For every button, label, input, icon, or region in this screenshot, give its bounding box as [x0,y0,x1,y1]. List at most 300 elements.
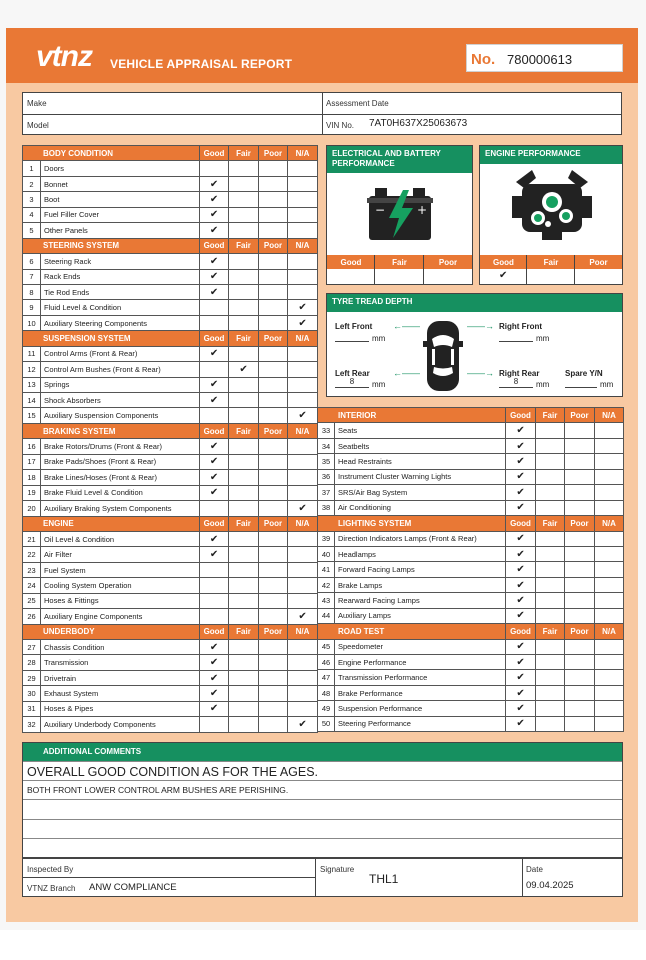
rating-cell-na [288,192,318,207]
rating-cell-fair [229,593,259,608]
date-value: 09.04.2025 [526,880,574,891]
item-number: 34 [318,438,335,453]
item-label: Chassis Condition [41,640,200,655]
rating-cell-na [288,531,318,546]
column-header: Good [506,408,536,423]
engine-panel-title: ENGINE PERFORMANCE [480,146,622,164]
tick-mark: ✔ [516,687,525,699]
item-number: 35 [318,454,335,469]
engine-rating-header [480,255,622,269]
item-label: Brake Performance [335,685,506,700]
column-header: Good [200,624,229,639]
rating-cell-poor [259,207,288,222]
rating-cell-good [200,315,229,330]
item-number: 18 [23,470,41,485]
rating-cell-poor [565,423,595,438]
item-number: 41 [318,562,335,577]
tick-mark: ✔ [516,672,525,684]
column-header: Fair [536,624,565,639]
item-label: Suspension Performance [335,701,506,716]
tick-mark: ✔ [516,486,525,498]
tick-mark: ✔ [516,425,525,437]
branch-label: VTNZ Branch [27,884,76,893]
item-label: Seatbelts [335,438,506,453]
left-checklist [22,145,318,733]
rating-cell-fair [536,531,565,546]
column-header: Good [506,624,536,639]
rating-cell-fair [536,639,565,654]
checklist-row [23,531,318,546]
checklist-row [23,284,318,299]
section-title: UNDERBODY [23,624,200,639]
tick-mark: ✔ [209,657,219,669]
rating-cell-fair [536,593,565,608]
rating-cell-good [200,701,229,716]
item-number: 38 [318,500,335,515]
rating-cell-good [506,469,536,484]
rating-cell-fair [229,207,259,222]
rating-cell-na [288,547,318,562]
battery-icon [365,184,435,242]
item-number: 28 [23,655,41,670]
item-label: Fuel Filler Cover [41,207,200,222]
item-label: Rack Ends [41,269,200,284]
svg-text:−: − [375,203,386,217]
rating-cell-fair [229,670,259,685]
column-header: Fair [536,516,565,531]
rating-cell-na [595,485,624,500]
item-label: SRS/Air Bag System [335,485,506,500]
engine-icon [510,168,594,244]
electrical-col-fair: Fair [392,258,407,267]
item-number: 46 [318,655,335,670]
rating-cell-good [200,439,229,454]
item-number: 17 [23,454,41,469]
item-label: Control Arm Bushes (Front & Rear) [41,362,200,377]
section-header [23,146,318,161]
rating-cell-good [200,223,229,238]
rating-cell-fair [536,685,565,700]
tick-mark: ✔ [516,703,525,715]
checklist-row [23,640,318,655]
tick-mark: ✔ [209,255,219,267]
rating-cell-na [595,454,624,469]
item-number: 12 [23,362,41,377]
tick-mark: ✔ [209,178,219,190]
item-label: Air Conditioning [335,500,506,515]
spare-label: Spare Y/N [565,369,603,378]
rating-cell-fair [229,562,259,577]
checklist-row [23,717,318,732]
rating-cell-na [288,701,318,716]
rating-cell-fair [229,284,259,299]
item-label: Steering Rack [41,254,200,269]
right-checklist [317,407,624,732]
checklist-row [23,562,318,577]
rating-cell-fair [229,454,259,469]
section-header [318,408,624,423]
tick-mark: ✔ [209,441,219,453]
rating-cell-na [288,207,318,222]
rating-cell-poor [259,377,288,392]
rating-cell-fair [229,269,259,284]
report-number-label: No. [471,51,496,68]
item-label: Direction Indicators Lamps (Front & Rear) [335,531,506,546]
rating-cell-fair [229,393,259,408]
left-front-arrow: ←—— [393,321,420,331]
rating-cell-poor [565,577,595,592]
rating-cell-poor [259,531,288,546]
checklist-row [23,454,318,469]
rating-cell-na [288,670,318,685]
rating-cell-na [595,562,624,577]
tick-mark: ✔ [298,410,307,422]
rating-cell-poor [565,655,595,670]
checklist-row [23,254,318,269]
checklist-row [23,578,318,593]
checklist-row [318,438,624,453]
tick-mark: ✔ [516,594,525,606]
rating-cell-poor [259,284,288,299]
checklist-row [23,269,318,284]
rating-cell-fair [229,609,259,624]
tyre-tread-panel: TYRE TREAD DEPTH Left Front ←—— mm Right Front ——→ mm Left Rear ←—— 8 mm Right Rear ——→ 8 mm Spare Y/N mm [326,293,623,397]
checklist-row [23,686,318,701]
tick-mark: ✔ [516,641,525,653]
engine-col-good: Good [493,258,514,267]
rating-cell-good [200,670,229,685]
engine-performance-good-tick: ✔ [499,270,508,281]
rating-cell-good [506,593,536,608]
inspected-by-label: Inspected By [27,865,74,874]
signature-value: THL1 [369,872,399,886]
rating-cell-fair [229,223,259,238]
rating-cell-good [200,655,229,670]
rating-cell-na [288,562,318,577]
column-header: Fair [229,146,259,161]
item-number: 22 [23,547,41,562]
rating-cell-good [200,609,229,624]
item-number: 19 [23,485,41,500]
rating-cell-poor [259,346,288,361]
tick-mark: ✔ [209,487,219,499]
item-number: 15 [23,408,41,423]
rating-cell-poor [259,176,288,191]
rating-cell-poor [565,716,595,731]
item-label: Head Restraints [335,454,506,469]
rating-cell-good [200,346,229,361]
rating-cell-poor [565,438,595,453]
item-label: Seats [335,423,506,438]
item-number: 3 [23,192,41,207]
checklist-row [23,393,318,408]
tyre-panel-title: TYRE TREAD DEPTH [327,294,622,312]
column-header: N/A [595,408,624,423]
rating-cell-poor [259,192,288,207]
item-label: Auxiliary Steering Components [41,315,200,330]
right-front-label: Right Front [499,322,543,331]
rating-cell-good [506,670,536,685]
tick-mark: ✔ [516,579,525,591]
column-header: Fair [229,624,259,639]
checklist-row [318,716,624,731]
column-header: N/A [288,516,318,531]
electrical-rating-header [327,255,472,269]
report-number-value: 780000613 [507,52,573,67]
item-label: Doors [41,161,200,176]
electrical-panel-title: ELECTRICAL AND BATTERY PERFORMANCE [327,146,472,173]
item-label: Boot [41,192,200,207]
column-header: Poor [565,408,595,423]
rating-cell-good [506,546,536,561]
rating-cell-good [200,362,229,377]
column-header: Poor [259,331,288,346]
tick-mark: ✔ [516,564,525,576]
tick-mark: ✔ [239,363,248,375]
item-number: 2 [23,176,41,191]
rating-cell-poor [259,686,288,701]
item-number: 32 [23,717,41,732]
item-label: Brake Fluid Level & Condition [41,485,200,500]
section-title: LIGHTING SYSTEM [318,516,506,531]
rating-cell-fair [536,469,565,484]
section-title: ENGINE [23,516,200,531]
checklist-row [23,315,318,330]
tick-mark: ✔ [209,224,219,236]
item-label: Brake Lamps [335,577,506,592]
checklist-row [318,531,624,546]
tick-mark: ✔ [209,209,219,221]
rating-cell-poor [259,470,288,485]
tick-mark: ✔ [209,194,219,206]
rating-cell-na [288,686,318,701]
item-number: 30 [23,686,41,701]
item-number: 21 [23,531,41,546]
checklist-row [318,454,624,469]
item-label: Fluid Level & Condition [41,300,200,315]
tick-mark: ✔ [516,502,525,514]
checklist-row [23,701,318,716]
column-header: Poor [259,624,288,639]
checklist-row [23,439,318,454]
rating-cell-poor [259,393,288,408]
engine-col-fair: Fair [543,258,559,267]
checklist-row [318,485,624,500]
item-number: 31 [23,701,41,716]
column-header: N/A [595,624,624,639]
vehicle-info-box [22,92,622,135]
rating-cell-na [595,438,624,453]
rating-cell-fair [536,562,565,577]
rating-cell-na [595,500,624,515]
item-label: Steering Performance [335,716,506,731]
rating-cell-na [288,176,318,191]
rating-cell-poor [565,546,595,561]
rating-cell-fair [229,362,259,377]
checklist-row [23,176,318,191]
item-label: Brake Pads/Shoes (Front & Rear) [41,454,200,469]
tick-mark: ✔ [209,688,219,700]
rating-cell-good [200,717,229,732]
item-number: 40 [318,546,335,561]
rating-cell-na [288,609,318,624]
item-number: 11 [23,346,41,361]
right-front-arrow: ——→ [467,321,494,331]
left-front-line [335,341,369,342]
rating-cell-good [200,470,229,485]
rating-cell-poor [565,531,595,546]
section-header [23,331,318,346]
column-header: N/A [595,516,624,531]
column-header: Poor [259,423,288,438]
rating-cell-na [288,501,318,516]
rating-cell-poor [565,670,595,685]
tick-mark: ✔ [516,718,525,730]
item-label: Auxiliary Lamps [335,608,506,623]
checklist-row [318,500,624,515]
rating-cell-good [200,562,229,577]
rating-cell-good [506,655,536,670]
item-number: 48 [318,685,335,700]
checklist-row [318,562,624,577]
item-number: 7 [23,269,41,284]
engine-col-poor: Poor [589,258,608,267]
rating-cell-na [288,315,318,330]
rating-cell-good [506,716,536,731]
vtnz-logo: vtnz [36,40,92,73]
rating-cell-fair [229,315,259,330]
item-number: 29 [23,670,41,685]
rating-cell-na [595,546,624,561]
rating-cell-good [200,593,229,608]
item-label: Headlamps [335,546,506,561]
rating-cell-fair [536,485,565,500]
item-number: 23 [23,562,41,577]
item-number: 24 [23,578,41,593]
date-label: Date [526,865,543,874]
item-label: Forward Facing Lamps [335,562,506,577]
item-number: 45 [318,639,335,654]
rating-cell-fair [229,254,259,269]
rating-cell-poor [565,639,595,654]
tick-mark: ✔ [516,471,525,483]
tick-mark: ✔ [298,317,307,329]
column-header: N/A [288,238,318,253]
item-number: 39 [318,531,335,546]
report-header [6,28,638,83]
rating-cell-good [200,454,229,469]
rating-cell-na [288,655,318,670]
rating-cell-poor [259,362,288,377]
rating-cell-na [288,377,318,392]
item-number: 37 [318,485,335,500]
rating-cell-na [288,300,318,315]
item-number: 8 [23,284,41,299]
checklist-row [23,485,318,500]
checklist-row [23,161,318,176]
tick-mark: ✔ [516,456,525,468]
left-rear-arrow: ←—— [393,368,420,378]
rating-cell-poor [565,593,595,608]
tick-mark: ✔ [298,502,307,514]
column-header: Fair [229,423,259,438]
column-header: Poor [259,238,288,253]
svg-text:+: + [417,203,428,217]
item-number: 36 [318,469,335,484]
tick-mark: ✔ [209,379,219,391]
checklist-row [318,593,624,608]
rating-cell-fair [229,655,259,670]
section-title: BODY CONDITION [23,146,200,161]
item-number: 14 [23,393,41,408]
rating-cell-good [200,269,229,284]
checklist-row [318,577,624,592]
checklist-row [318,546,624,561]
column-header: Fair [229,516,259,531]
item-number: 5 [23,223,41,238]
rating-cell-na [595,655,624,670]
tick-mark: ✔ [209,394,219,406]
checklist-row [23,547,318,562]
rating-cell-fair [536,438,565,453]
rating-cell-na [595,469,624,484]
vin-label: VIN No. [326,121,355,130]
checklist-row [23,300,318,315]
tick-mark: ✔ [209,672,219,684]
tick-mark: ✔ [209,286,219,298]
rating-cell-na [288,223,318,238]
item-label: Transmission [41,655,200,670]
rating-cell-poor [259,300,288,315]
tick-mark: ✔ [516,440,525,452]
rating-cell-good [506,485,536,500]
rating-cell-good [506,438,536,453]
tick-mark: ✔ [209,703,219,715]
rating-cell-fair [536,454,565,469]
rating-cell-na [288,269,318,284]
rating-cell-fair [229,501,259,516]
rating-cell-fair [229,640,259,655]
item-label: Brake Lines/Hoses (Front & Rear) [41,470,200,485]
column-header: Poor [565,624,595,639]
rating-cell-good [200,254,229,269]
item-label: Bonnet [41,176,200,191]
rating-cell-na [288,346,318,361]
column-header: Fair [536,408,565,423]
item-label: Air Filter [41,547,200,562]
column-header: Poor [565,516,595,531]
footer-box [22,858,623,897]
tick-mark: ✔ [516,610,525,622]
rating-cell-fair [229,192,259,207]
checklist-row [318,469,624,484]
item-label: Speedometer [335,639,506,654]
rating-cell-good [200,531,229,546]
right-rear-value: 8 [513,377,519,386]
item-label: Cooling System Operation [41,578,200,593]
rating-cell-good [506,685,536,700]
checklist-row [318,639,624,654]
rating-cell-na [595,593,624,608]
item-number: 4 [23,207,41,222]
rating-cell-good [200,176,229,191]
rating-cell-fair [229,300,259,315]
appraisal-sheet [6,28,638,922]
column-header: Good [200,146,229,161]
rating-cell-poor [565,685,595,700]
column-header: Good [506,516,536,531]
item-number: 47 [318,670,335,685]
